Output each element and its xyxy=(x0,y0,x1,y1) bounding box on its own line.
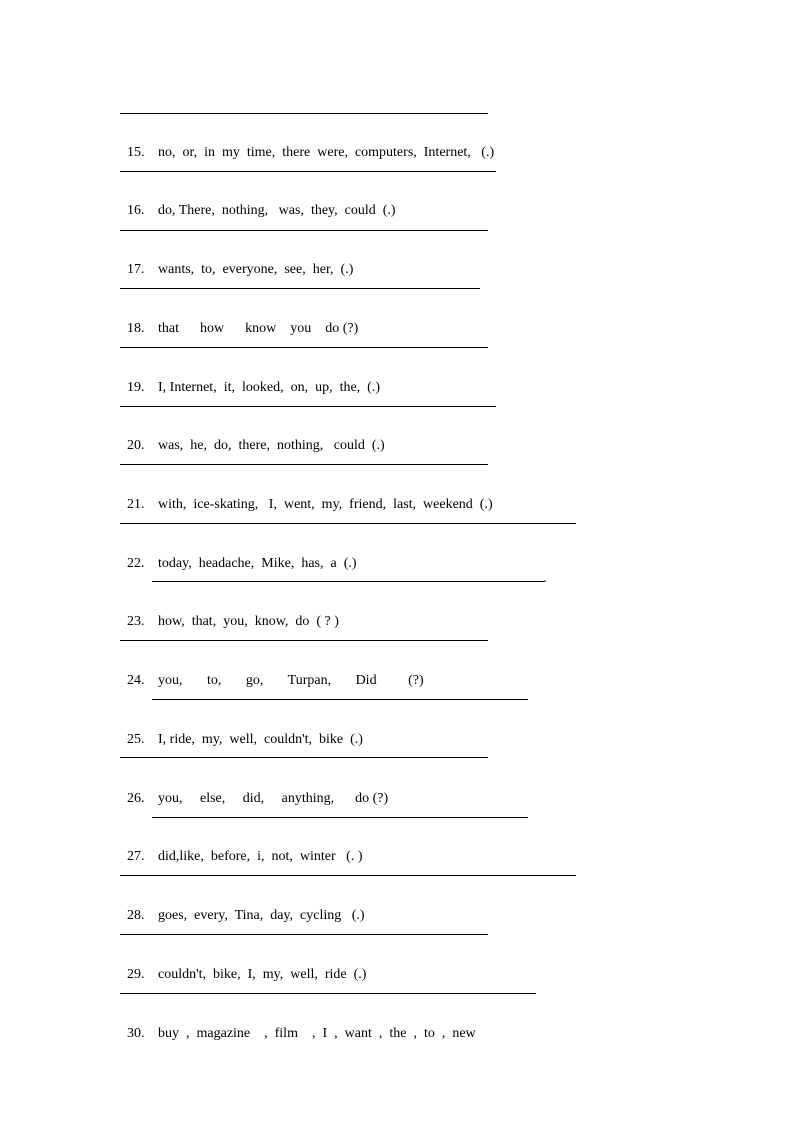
question-23 xyxy=(120,595,339,631)
question-number: 19. xyxy=(127,380,145,395)
question-30 xyxy=(120,1007,476,1043)
question-20 xyxy=(120,419,385,455)
question-text: how, that, you, know, do ( ? ) xyxy=(158,614,339,629)
question-28 xyxy=(120,889,365,925)
question-number: 26. xyxy=(127,791,145,806)
question-number: 15. xyxy=(127,145,145,160)
question-text: do, There, nothing, was, they, could (.) xyxy=(158,203,396,218)
answer-line-20[interactable] xyxy=(120,464,488,465)
question-text: that how know you do (?) xyxy=(158,321,359,336)
question-18 xyxy=(120,302,358,338)
answer-line-26[interactable] xyxy=(152,817,528,818)
question-number: 27. xyxy=(127,849,145,864)
question-number: 18. xyxy=(127,321,145,336)
question-29 xyxy=(120,948,366,984)
answer-line-25[interactable] xyxy=(120,757,488,758)
answer-line-24[interactable] xyxy=(152,699,528,700)
answer-line-19[interactable] xyxy=(120,406,496,407)
answer-line-16[interactable] xyxy=(120,230,488,231)
answer-line-18[interactable] xyxy=(120,347,488,348)
question-17 xyxy=(120,243,353,279)
question-number: 21. xyxy=(127,497,145,512)
question-25 xyxy=(120,713,363,749)
answer-line-23[interactable] xyxy=(120,640,488,641)
question-text: today, headache, Mike, has, a (.) xyxy=(158,556,357,571)
question-number: 25. xyxy=(127,732,145,747)
question-text: I, ride, my, well, couldn't, bike (.) xyxy=(158,732,363,747)
question-number: 29. xyxy=(127,967,145,982)
trailing-period: . xyxy=(543,571,547,586)
question-number: 22. xyxy=(127,556,145,571)
question-15 xyxy=(120,126,494,162)
question-text: wants, to, everyone, see, her, (.) xyxy=(158,262,354,277)
question-text: did,like, before, i, not, winter (. ) xyxy=(158,849,363,864)
question-24 xyxy=(120,654,424,690)
question-27 xyxy=(120,830,363,866)
question-21 xyxy=(120,478,493,514)
question-number: 20. xyxy=(127,438,145,453)
question-22 xyxy=(120,537,357,573)
question-text: buy , magazine , film , I , want , the , to , new xyxy=(158,1026,476,1041)
answer-line-22[interactable] xyxy=(152,581,544,582)
question-text: couldn't, bike, I, my, well, ride (.) xyxy=(158,967,367,982)
answer-line-21[interactable] xyxy=(120,523,576,524)
question-text: no, or, in my time, there were, computers, Internet, (.) xyxy=(158,145,495,160)
answer-line-15[interactable] xyxy=(120,171,496,172)
question-16 xyxy=(120,184,396,220)
answer-line-17[interactable] xyxy=(120,288,480,289)
question-number: 30. xyxy=(127,1026,145,1041)
answer-line-14[interactable] xyxy=(120,113,488,114)
question-text: was, he, do, there, nothing, could (.) xyxy=(158,438,385,453)
question-text: you, to, go, Turpan, Did (?) xyxy=(158,673,424,688)
question-26 xyxy=(120,772,388,808)
question-text: with, ice-skating, I, went, my, friend, last, weekend (.) xyxy=(158,497,493,512)
question-number: 17. xyxy=(127,262,145,277)
question-text: you, else, did, anything, do (?) xyxy=(158,791,389,806)
question-text: I, Internet, it, looked, on, up, the, (.) xyxy=(158,380,381,395)
answer-line-28[interactable] xyxy=(120,934,488,935)
answer-line-29[interactable] xyxy=(120,993,536,994)
answer-line-27[interactable] xyxy=(120,875,576,876)
question-number: 28. xyxy=(127,908,145,923)
question-number: 23. xyxy=(127,614,145,629)
question-number: 24. xyxy=(127,673,145,688)
question-19 xyxy=(120,361,380,397)
question-number: 16. xyxy=(127,203,145,218)
question-text: goes, every, Tina, day, cycling (.) xyxy=(158,908,365,923)
